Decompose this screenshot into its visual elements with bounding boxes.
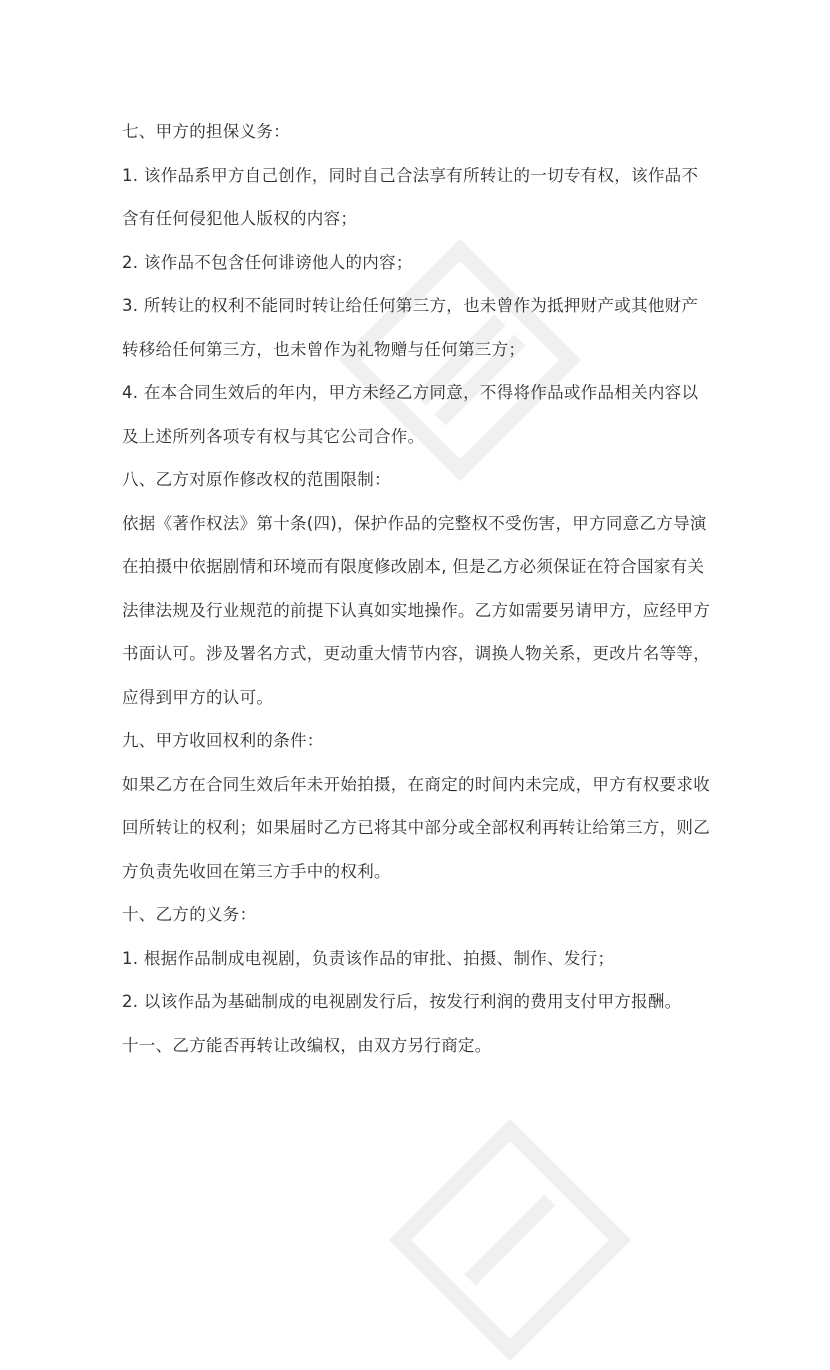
paragraph-line: 在拍摄中依据剧情和环境而有限度修改剧本, 但是乙方必须保证在符合国家有关: [122, 557, 705, 576]
paragraph-line: 及上述所列各项专有权与其它公司合作。: [122, 426, 425, 446]
paragraph-line: 应得到甲方的认可。: [122, 687, 274, 707]
section-heading-10: 十、乙方的义务：: [122, 905, 257, 924]
paragraph-line: 1. 根据作品制成电视剧，负责该作品的审批、拍摄、制作、发行；: [122, 948, 615, 968]
paragraph-line: 3. 所转让的权利不能同时转让给任何第三方，也未曾作为抵押财产或其他财产: [122, 296, 699, 315]
paragraph-line: 2. 该作品不包含任何诽谤他人的内容；: [122, 252, 413, 272]
paragraph-line: 依据《著作权法》第十条(四)，保护作品的完整权不受伤害，甲方同意乙方导演: [122, 513, 707, 533]
document-body: [122, 110, 712, 1067]
paragraph-line: 1. 该作品系甲方自己创作，同时自己合法享有所转让的一切专有权，该作品不: [122, 165, 699, 185]
paragraph-line: 如果乙方在合同生效后年未开始拍摄，在商定的时间内未完成，甲方有权要求收: [122, 774, 710, 794]
section-heading-9: 九、甲方收回权利的条件：: [122, 731, 324, 750]
paragraph-line: 回所转让的权利；如果届时乙方已将其中部分或全部权利再转让给第三方，则乙: [122, 818, 710, 837]
paragraph-line: 2. 以该作品为基础制成的电视剧发行后，按发行利润的费用支付甲方报酬。: [122, 992, 682, 1011]
section-heading-8: 八、乙方对原作修改权的范围限制：: [122, 470, 391, 489]
section-heading-11: 十一、乙方能否再转让改编权，由双方另行商定。: [122, 1035, 492, 1055]
section-heading-7: 七、甲方的担保义务：: [122, 122, 290, 141]
paragraph-line: 转移给任何第三方，也未曾作为礼物赠与任何第三方；: [122, 339, 526, 359]
watermark-icon: [380, 1110, 640, 1370]
paragraph-line: 法律法规及行业规范的前提下认真如实地操作。乙方如需要另请甲方，应经甲方: [122, 600, 710, 620]
paragraph-line: 书面认可。涉及署名方式，更动重大情节内容，调换人物关系，更改片名等等，: [122, 644, 710, 663]
paragraph-line: 4. 在本合同生效后的年内，甲方未经乙方同意，不得将作品或作品相关内容以: [122, 383, 699, 402]
paragraph-line: 含有任何侵犯他人版权的内容；: [122, 209, 358, 228]
paragraph-line: 方负责先收回在第三方手中的权利。: [122, 861, 391, 881]
